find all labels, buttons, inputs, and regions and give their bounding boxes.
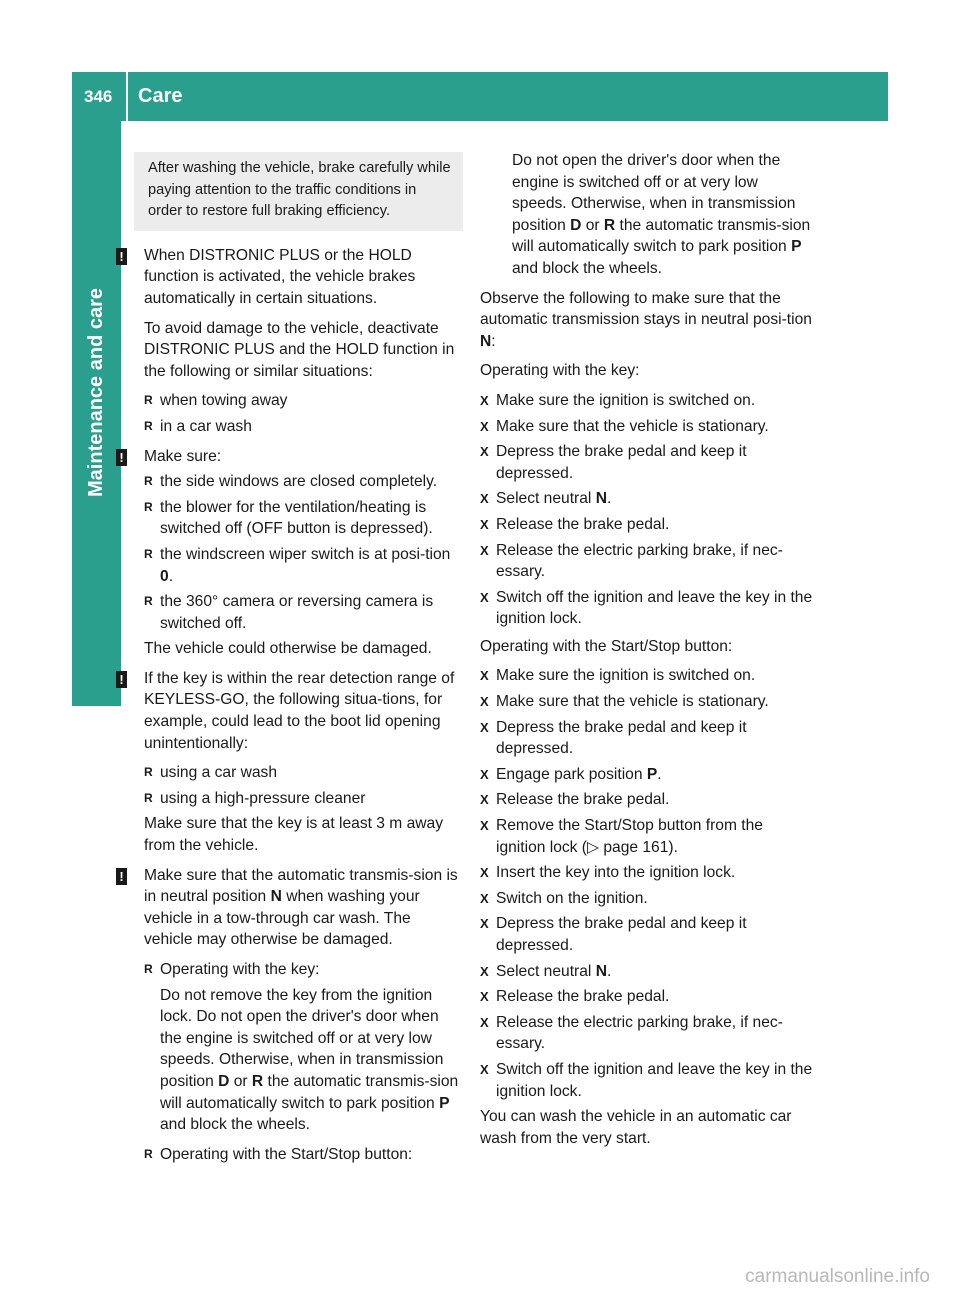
left-column	[119, 150, 460, 1171]
step: X Make sure the ignition is switched on.	[480, 390, 814, 412]
step: X Make sure the ignition is switched on.	[480, 665, 814, 687]
list-item-text: the windscreen wiper switch is at posi-tion	[160, 545, 451, 563]
step: X Switch on the ignition.	[480, 888, 814, 910]
warning-text-part: Make sure that the automatic transmis-sion is in neutral position	[144, 866, 458, 906]
paragraph	[480, 288, 814, 353]
instruction-text-part: and block the wheels.	[160, 1116, 310, 1134]
list-item: R the side windows are closed completely.	[144, 471, 460, 493]
period: .	[168, 567, 174, 585]
step: X Release the electric parking brake, if nec-essary.	[480, 540, 814, 583]
switch-position: 0	[160, 567, 169, 585]
warning-icon: !	[116, 868, 127, 885]
warning-icon: !	[116, 449, 127, 466]
page-header	[72, 72, 888, 121]
subheading: Operating with the key:	[480, 362, 640, 380]
step: X Insert the key into the ignition lock.	[480, 862, 814, 884]
list-item: R Operating with the key:	[144, 959, 460, 981]
list-item: R in a car wash	[144, 416, 460, 438]
note-box: After washing the vehicle, brake carefully while paying attention to the traffic conditions in order to restore full braking efficiency.	[134, 152, 463, 231]
step: X Depress the brake pedal and keep it depressed.	[480, 717, 814, 760]
instruction-text	[144, 985, 460, 1136]
step-text: Engage park position	[496, 765, 643, 783]
warning-text: Make sure:	[144, 447, 222, 465]
period: .	[606, 490, 612, 508]
closing-paragraph: You can wash the vehicle in an automatic car wash from the very start.	[480, 1108, 792, 1147]
instruction-text	[480, 150, 814, 280]
step: X Depress the brake pedal and keep it depressed.	[480, 913, 814, 956]
warning-text-part: when washing your vehicle in a tow-through car wash. The vehicle may otherwise be damaged.	[144, 888, 420, 949]
gear-position: D	[218, 1072, 230, 1090]
right-column	[480, 150, 814, 1157]
instruction-text-part: the automatic transmis-sion will automatically switch to park position	[512, 216, 811, 256]
step: X Switch off the ignition and leave the key in the ignition lock.	[480, 1059, 814, 1102]
instruction-text-part: and block the wheels.	[512, 259, 662, 277]
step: X Make sure that the vehicle is stationary.	[480, 691, 814, 713]
warning-neutral	[119, 865, 460, 1166]
gear-position: R	[251, 1072, 264, 1090]
list-item: R the blower for the ventilation/heating is switched off (OFF button is depressed).	[144, 497, 460, 540]
side-tab-label: Maintenance and care	[85, 288, 107, 497]
page-ref-arrow-icon: ▷	[587, 838, 600, 856]
gear-position: P	[439, 1094, 450, 1112]
section-title: Care	[138, 85, 183, 107]
period: .	[606, 962, 612, 980]
warning-text: To avoid damage to the vehicle, deactivate DISTRONIC PLUS and the HOLD function in the following or similar situations:	[144, 319, 455, 380]
warning-icon: !	[116, 248, 127, 265]
warning-distronic	[119, 245, 460, 438]
step: X Release the brake pedal.	[480, 789, 814, 811]
subheading: Operating with the Start/Stop button:	[480, 637, 733, 655]
warning-text: If the key is within the rear detection range of KEYLESS-GO, the following situa-tions, for example, could lead to the boot lid opening unintentionally:	[144, 669, 455, 752]
step	[480, 961, 814, 983]
gear-position: P	[646, 765, 658, 783]
instruction-text-part: the automatic transmis-sion will automatically switch to park position	[160, 1072, 459, 1112]
header-divider	[126, 72, 128, 121]
paragraph-part: Observe the following to make sure that the automatic transmission stays in neutral posi-tion	[480, 289, 812, 329]
step-text: Select neutral	[496, 962, 592, 980]
watermark: carmanualsonline.info	[745, 1266, 930, 1287]
warning-text: The vehicle could otherwise be damaged.	[144, 640, 432, 658]
list-item: R Operating with the Start/Stop button:	[144, 1144, 460, 1166]
gear-position: N	[595, 490, 607, 508]
list-item	[144, 544, 460, 587]
gear-position: N	[595, 962, 607, 980]
gear-position: D	[570, 216, 582, 234]
list-item: R using a car wash	[144, 762, 460, 784]
warning-text: When DISTRONIC PLUS or the HOLD function is activated, the vehicle brakes automatically in certain situations.	[144, 246, 416, 307]
step-text: Select neutral	[496, 490, 592, 508]
gear-position: N	[270, 888, 282, 906]
step: X Make sure that the vehicle is stationary.	[480, 416, 814, 438]
gear-position: P	[791, 238, 802, 256]
page-number: 346	[84, 86, 113, 106]
list-item: R the 360° camera or reversing camera is switched off.	[144, 591, 460, 634]
side-tab-marker	[72, 664, 121, 706]
side-tab	[72, 121, 121, 664]
list-item: R when towing away	[144, 390, 460, 412]
paragraph-part: :	[491, 332, 496, 350]
step: X Switch off the ignition and leave the key in the ignition lock.	[480, 587, 814, 630]
step	[480, 815, 814, 858]
instruction-text-part: Do not open the driver's door when the engine is switched off or at very low speeds. Otherwise, when in transmission position	[512, 152, 796, 234]
step-text: Remove the Start/Stop button from the ignition lock (	[496, 817, 763, 856]
warning-make-sure	[119, 446, 460, 660]
warning-icon: !	[116, 671, 127, 688]
step	[480, 488, 814, 510]
gear-position: R	[603, 216, 616, 234]
warning-text: Make sure that the key is at least 3 m away from the vehicle.	[144, 815, 444, 855]
step: X Release the brake pedal.	[480, 986, 814, 1008]
step	[480, 764, 814, 786]
period: .	[657, 765, 662, 783]
step: X Release the brake pedal.	[480, 514, 814, 536]
step: X Depress the brake pedal and keep it depressed.	[480, 441, 814, 484]
warning-text	[144, 865, 460, 951]
gear-position: N	[480, 332, 492, 350]
warning-keyless-go	[119, 668, 460, 857]
instruction-text-part: or	[233, 1072, 248, 1090]
step: X Release the electric parking brake, if nec-essary.	[480, 1012, 814, 1055]
page-reference-link[interactable]: page 161).	[603, 838, 678, 856]
instruction-text-part: Do not remove the key from the ignition lock. Do not open the driver's door when the engine is switched off or at very low speeds. Otherwise, when in transmission position	[160, 986, 444, 1090]
instruction-text-part: or	[585, 216, 600, 234]
list-item: R using a high-pressure cleaner	[144, 788, 460, 810]
